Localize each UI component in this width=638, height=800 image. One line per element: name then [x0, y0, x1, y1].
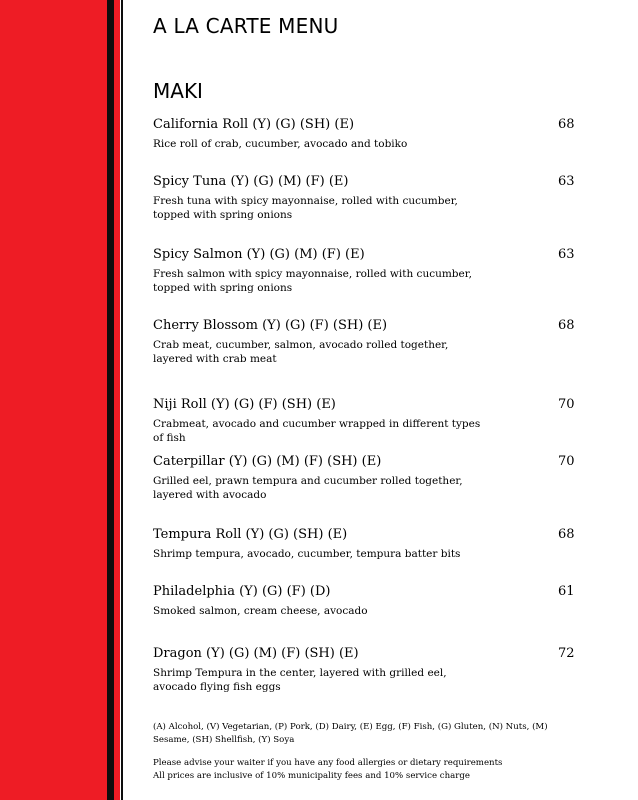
decorative-red-band [0, 0, 107, 800]
menu-item-price: 70 [558, 397, 575, 412]
menu-item-price: 72 [558, 646, 575, 661]
menu-item-price: 61 [558, 584, 575, 599]
menu-item-name: Tempura Roll (Y) (G) (SH) (E) [153, 527, 348, 542]
menu-item [153, 247, 573, 295]
menu-item [153, 318, 573, 366]
menu-item [153, 584, 573, 619]
menu-item-name: Dragon (Y) (G) (M) (F) (SH) (E) [153, 646, 359, 661]
menu-item-price: 70 [558, 454, 575, 469]
menu-item-name: Spicy Tuna (Y) (G) (M) (F) (E) [153, 174, 349, 189]
section-heading: MAKI [153, 79, 203, 103]
allergen-legend: (A) Alcohol, (V) Vegetarian, (P) Pork, (D) Dairy, (E) Egg, (F) Fish, (G) Gluten, (N) Nuts, (M) Sesame, (SH) Shellfish, (Y) Soya [153, 722, 548, 745]
footer-notes [153, 757, 563, 783]
decorative-thin-black-stripe [121, 0, 123, 800]
menu-item [153, 527, 573, 562]
menu-item-price: 63 [558, 247, 575, 262]
menu-item-name: Spicy Salmon (Y) (G) (M) (F) (E) [153, 247, 365, 262]
menu-item-description: Shrimp tempura, avocado, cucumber, tempura batter bits [153, 548, 461, 560]
menu-item-name: Philadelphia (Y) (G) (F) (D) [153, 584, 331, 599]
menu-item [153, 397, 573, 445]
page-title: A LA CARTE MENU [153, 14, 339, 38]
menu-item [153, 174, 573, 222]
menu-item-description: Shrimp Tempura in the center, layered with grilled eel, avocado flying fish eggs [153, 667, 447, 693]
menu-item-name: Caterpillar (Y) (G) (M) (F) (SH) (E) [153, 454, 382, 469]
menu-item-description: Rice roll of crab, cucumber, avocado and tobiko [153, 138, 408, 150]
menu-item-description: Grilled eel, prawn tempura and cucumber rolled together, layered with avocado [153, 475, 463, 501]
menu-item-description: Crab meat, cucumber, salmon, avocado rolled together, layered with crab meat [153, 339, 449, 365]
allergy-note: Please advise your waiter if you have any food allergies or dietary requirements [153, 758, 503, 768]
menu-item-description: Fresh tuna with spicy mayonnaise, rolled with cucumber, topped with spring onions [153, 195, 458, 221]
menu-item [153, 454, 573, 502]
menu-item-price: 68 [558, 527, 575, 542]
menu-item-price: 68 [558, 117, 575, 132]
menu-item-name: California Roll (Y) (G) (SH) (E) [153, 117, 355, 132]
menu-item-description: Smoked salmon, cream cheese, avocado [153, 605, 368, 617]
menu-item [153, 646, 573, 694]
pricing-note: All prices are inclusive of 10% municipality fees and 10% service charge [153, 771, 470, 781]
menu-item-description: Crabmeat, avocado and cucumber wrapped in different types of fish [153, 418, 481, 444]
decorative-black-stripe [107, 0, 114, 800]
menu-item-name: Niji Roll (Y) (G) (F) (SH) (E) [153, 397, 336, 412]
menu-item-price: 63 [558, 174, 575, 189]
menu-item-name: Cherry Blossom (Y) (G) (F) (SH) (E) [153, 318, 388, 333]
menu-item [153, 117, 573, 152]
menu-item-price: 68 [558, 318, 575, 333]
menu-item-description: Fresh salmon with spicy mayonnaise, rolled with cucumber, topped with spring onions [153, 268, 472, 294]
